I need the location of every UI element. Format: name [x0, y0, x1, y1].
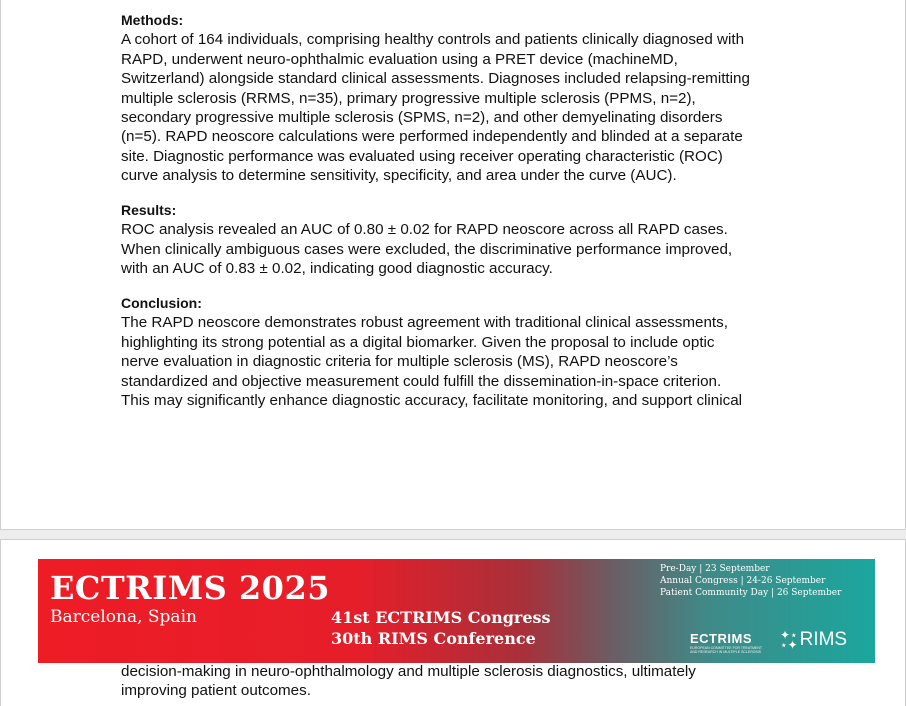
methods-line: curve analysis to determine sensitivity, specificity, and area under the curve (AUC).	[121, 167, 677, 185]
results-line: When clinically ambiguous cases were excluded, the discriminative performance improved,	[121, 240, 733, 258]
conclusion-line: improving patient outcomes.	[121, 682, 311, 700]
conclusion-continued	[121, 662, 821, 701]
conclusion-line: This may significantly enhance diagnostic accuracy, facilitate monitoring, and support clinical	[121, 392, 743, 410]
methods-heading: Methods:	[121, 12, 184, 28]
results-line: ROC analysis revealed an AUC of 0.80 ± 0.02 for RAPD neoscore across all RAPD cases.	[121, 221, 728, 239]
results-section	[121, 201, 821, 279]
methods-line: A cohort of 164 individuals, comprising healthy controls and patients clinically diagnosed with	[121, 31, 745, 49]
conference-line: 30th RIMS Conference	[331, 629, 536, 648]
banner-location: Barcelona, Spain	[50, 607, 197, 627]
date-line: Pre-Day | 23 September	[660, 564, 770, 574]
ectrims-logo-tagline: EUROPEAN COMMITTEE FOR TREATMENT AND RESEARCH IN MULTIPLE SCLEROSIS	[690, 646, 762, 654]
conclusion-section	[121, 294, 821, 410]
congress-line: 41st ECTRIMS Congress	[331, 608, 551, 627]
ectrims-logo: ECTRIMS	[690, 631, 752, 646]
rims-logo	[780, 629, 847, 651]
methods-line: secondary progressive multiple sclerosis (SPMS, n=2), and other demyelinating disorders	[121, 109, 723, 127]
ectrims-banner	[38, 559, 875, 663]
page-gap	[0, 530, 906, 539]
conclusion-line: nerve evaluation in diagnostic criteria for multiple sclerosis (MS), RAPD neoscore’s	[121, 353, 678, 371]
conclusion-line: highlighting its strong potential as a digital biomarker. Given the proposal to include optic	[121, 333, 715, 351]
conclusion-line: The RAPD neoscore demonstrates robust agreement with traditional clinical assessments,	[121, 314, 728, 332]
banner-dates	[660, 563, 841, 599]
results-line: with an AUC of 0.83 ± 0.02, indicating good diagnostic accuracy.	[121, 260, 553, 278]
methods-line: Switzerland) alongside standard clinical assessments. Diagnoses included relapsing-remitting	[121, 70, 750, 88]
conclusion-line: standardized and objective measurement could fulfill the dissemination-in-space criterion.	[121, 372, 722, 390]
methods-line: RAPD, underwent neuro-ophthalmic evaluation using a PRET device (machineMD,	[121, 50, 678, 68]
date-line: Annual Congress | 24-26 September	[660, 576, 826, 586]
banner-title: ECTRIMS 2025	[50, 569, 330, 607]
rims-logo-text: RIMS	[799, 629, 848, 650]
methods-line: multiple sclerosis (RRMS, n=35), primary progressive multiple sclerosis (PPMS, n=2),	[121, 89, 696, 107]
results-heading: Results:	[121, 202, 177, 218]
methods-line: (n=5). RAPD neoscore calculations were performed independently and blinded at a separate	[121, 128, 743, 146]
conclusion-line: decision-making in neuro-ophthalmology and multiple sclerosis diagnostics, ultimately	[121, 663, 696, 680]
conclusion-heading: Conclusion:	[121, 295, 202, 311]
stars-icon: ✦⋆ ⋆✦	[780, 628, 798, 652]
date-line: Patient Community Day | 26 September	[660, 588, 842, 598]
banner-congress	[331, 607, 551, 649]
methods-line: site. Diagnostic performance was evaluated using receiver operating characteristic (ROC)	[121, 147, 723, 165]
methods-section	[121, 11, 821, 186]
